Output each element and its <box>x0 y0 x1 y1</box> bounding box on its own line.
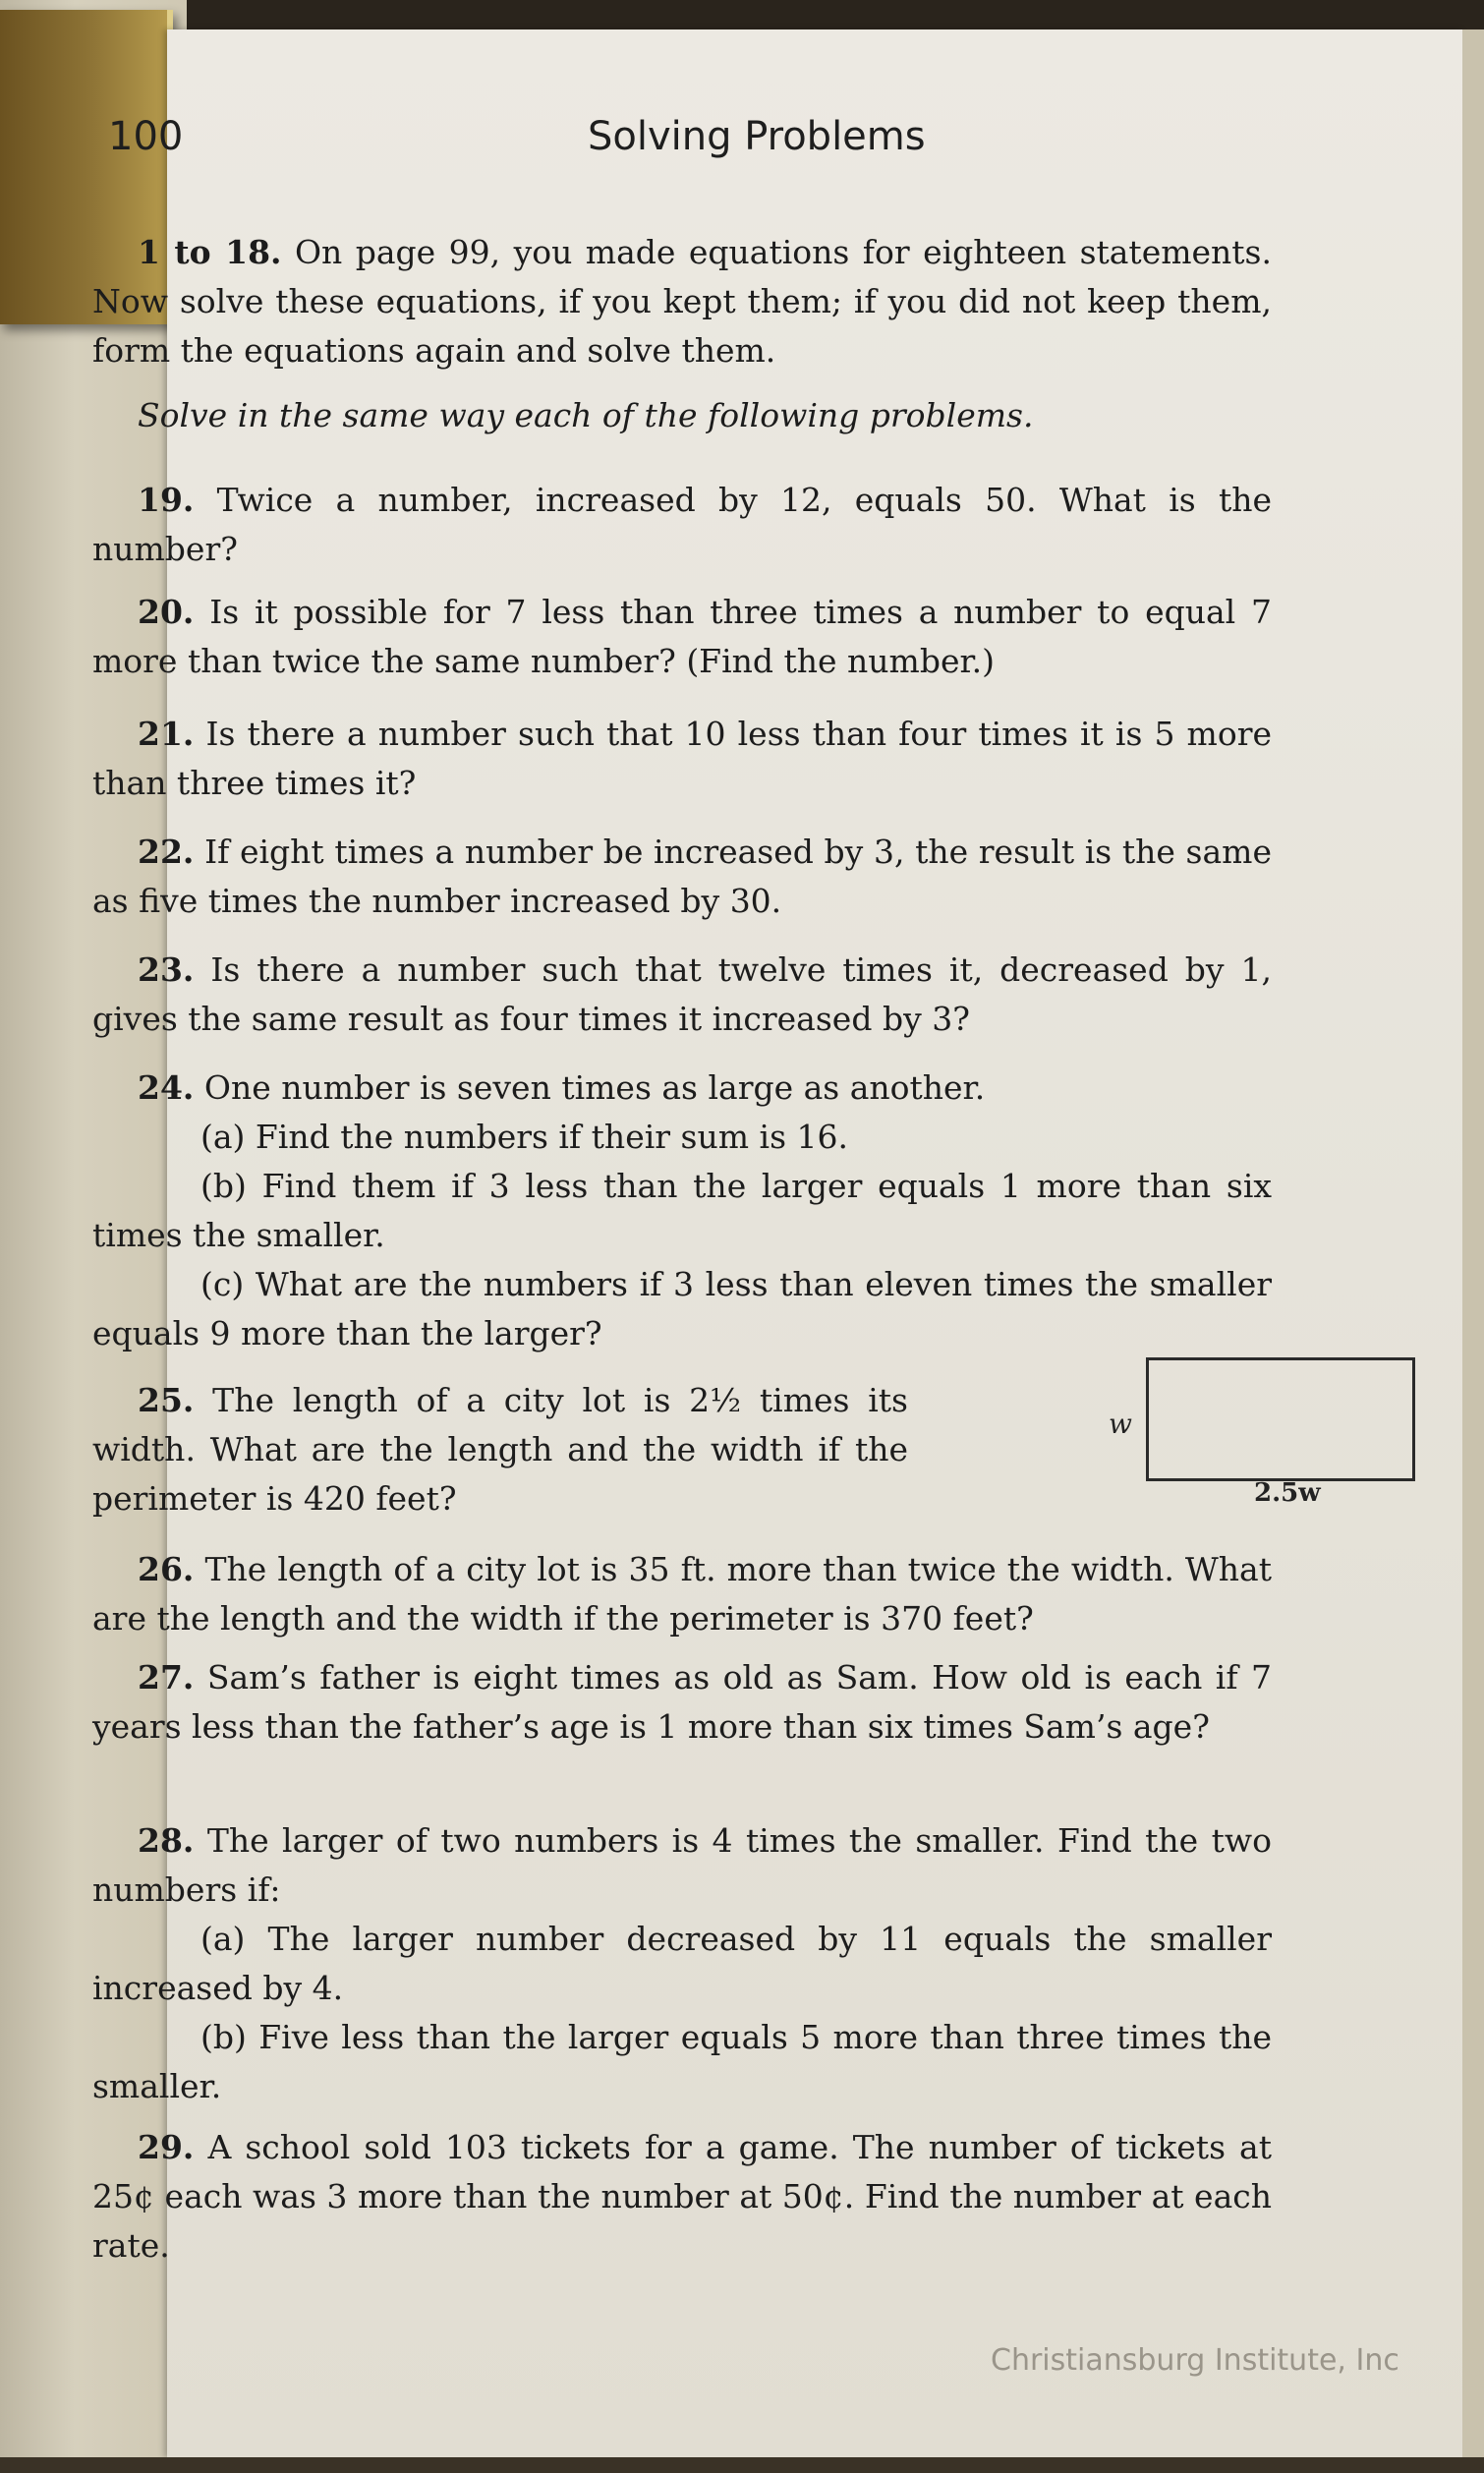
problem-number: 24. <box>138 1068 195 1107</box>
problem-number: 29. <box>138 2128 195 2166</box>
problem-text: Is it possible for 7 less than three times a number to equal 7 more than twice the same number? (Find the number.) <box>92 593 1272 680</box>
problem-number: 28. <box>138 1821 195 1860</box>
lot-diagram-rectangle <box>1146 1357 1415 1481</box>
watermark: Christiansburg Institute, Inc <box>991 2343 1399 2378</box>
problem-text: Is there a number such that 10 less than four times it is 5 more than three times it? <box>92 715 1272 802</box>
problem-28 <box>92 1816 1272 2111</box>
problem-number: 23. <box>138 950 195 989</box>
problem-text: Is there a number such that twelve times it, decreased by 1, gives the same result as four times it increased by 3? <box>92 950 1272 1038</box>
problem-27 <box>92 1653 1272 1752</box>
problem-19 <box>92 476 1272 574</box>
problem-text: One number is seven times as large as another. <box>194 1068 986 1107</box>
intro-text: On page 99, you made equations for eighteen statements. Now solve these equations, if you kept them; if you did not keep them, form the equations again and solve them. <box>92 233 1272 370</box>
problem-part: (b) Find them if 3 less than the larger equals 1 more than six times the smaller. <box>92 1167 1272 1254</box>
lot-length-label: 2.5w <box>1254 1478 1321 1508</box>
problem-number: 20. <box>138 593 195 631</box>
problem-text: A school sold 103 tickets for a game. The number of tickets at 25¢ each was 3 more than the number at 50¢. Find the number at each rate. <box>92 2128 1272 2265</box>
page-number: 100 <box>108 114 184 159</box>
problem-text: The length of a city lot is 35 ft. more than twice the width. What are the length and the width if the perimeter is 370 feet? <box>92 1550 1272 1638</box>
lot-width-label: w <box>1109 1408 1132 1440</box>
problem-text: The length of a city lot is 2½ times its width. What are the length and the width if the perimeter is 420 feet? <box>92 1381 908 1518</box>
problem-number: 27. <box>138 1658 195 1697</box>
problem-number: 26. <box>138 1550 195 1588</box>
instruction: Solve in the same way each of the following problems. <box>138 396 1034 434</box>
problem-part: (b) Five less than the larger equals 5 more than three times the smaller. <box>92 2018 1272 2105</box>
intro-paragraph <box>92 228 1272 375</box>
problem-22 <box>92 828 1272 926</box>
running-title: Solving Problems <box>588 114 926 159</box>
problem-number: 22. <box>138 833 195 871</box>
problem-part: (c) What are the numbers if 3 less than eleven times the smaller equals 9 more than the larger? <box>92 1265 1272 1352</box>
page-header <box>108 114 1287 173</box>
problem-text: Sam’s father is eight times as old as Sam. How old is each if 7 years less than the father’s age is 1 more than six times Sam’s age? <box>92 1658 1272 1746</box>
problem-24 <box>92 1064 1272 1358</box>
problem-29 <box>92 2123 1272 2271</box>
problem-text: The larger of two numbers is 4 times the smaller. Find the two numbers if: <box>92 1821 1272 1909</box>
problem-part: (a) Find the numbers if their sum is 16. <box>200 1118 848 1156</box>
problem-25 <box>92 1376 908 1524</box>
problem-text: If eight times a number be increased by 3, the result is the same as five times the number increased by 30. <box>92 833 1272 920</box>
bottom-shadow <box>0 2457 1484 2473</box>
problem-26 <box>92 1545 1272 1643</box>
problem-number: 19. <box>138 481 195 519</box>
problem-20 <box>92 588 1272 686</box>
problem-number: 21. <box>138 715 195 753</box>
problem-part: (a) The larger number decreased by 11 equals the smaller increased by 4. <box>92 1920 1272 2007</box>
problem-text: Twice a number, increased by 12, equals 50. What is the number? <box>92 481 1272 568</box>
problem-23 <box>92 946 1272 1044</box>
page-right-edge <box>1462 29 1484 2457</box>
problem-number: 25. <box>138 1381 195 1419</box>
problem-21 <box>92 710 1272 808</box>
intro-block <box>92 228 1272 440</box>
intro-label: 1 to 18. <box>138 233 282 271</box>
